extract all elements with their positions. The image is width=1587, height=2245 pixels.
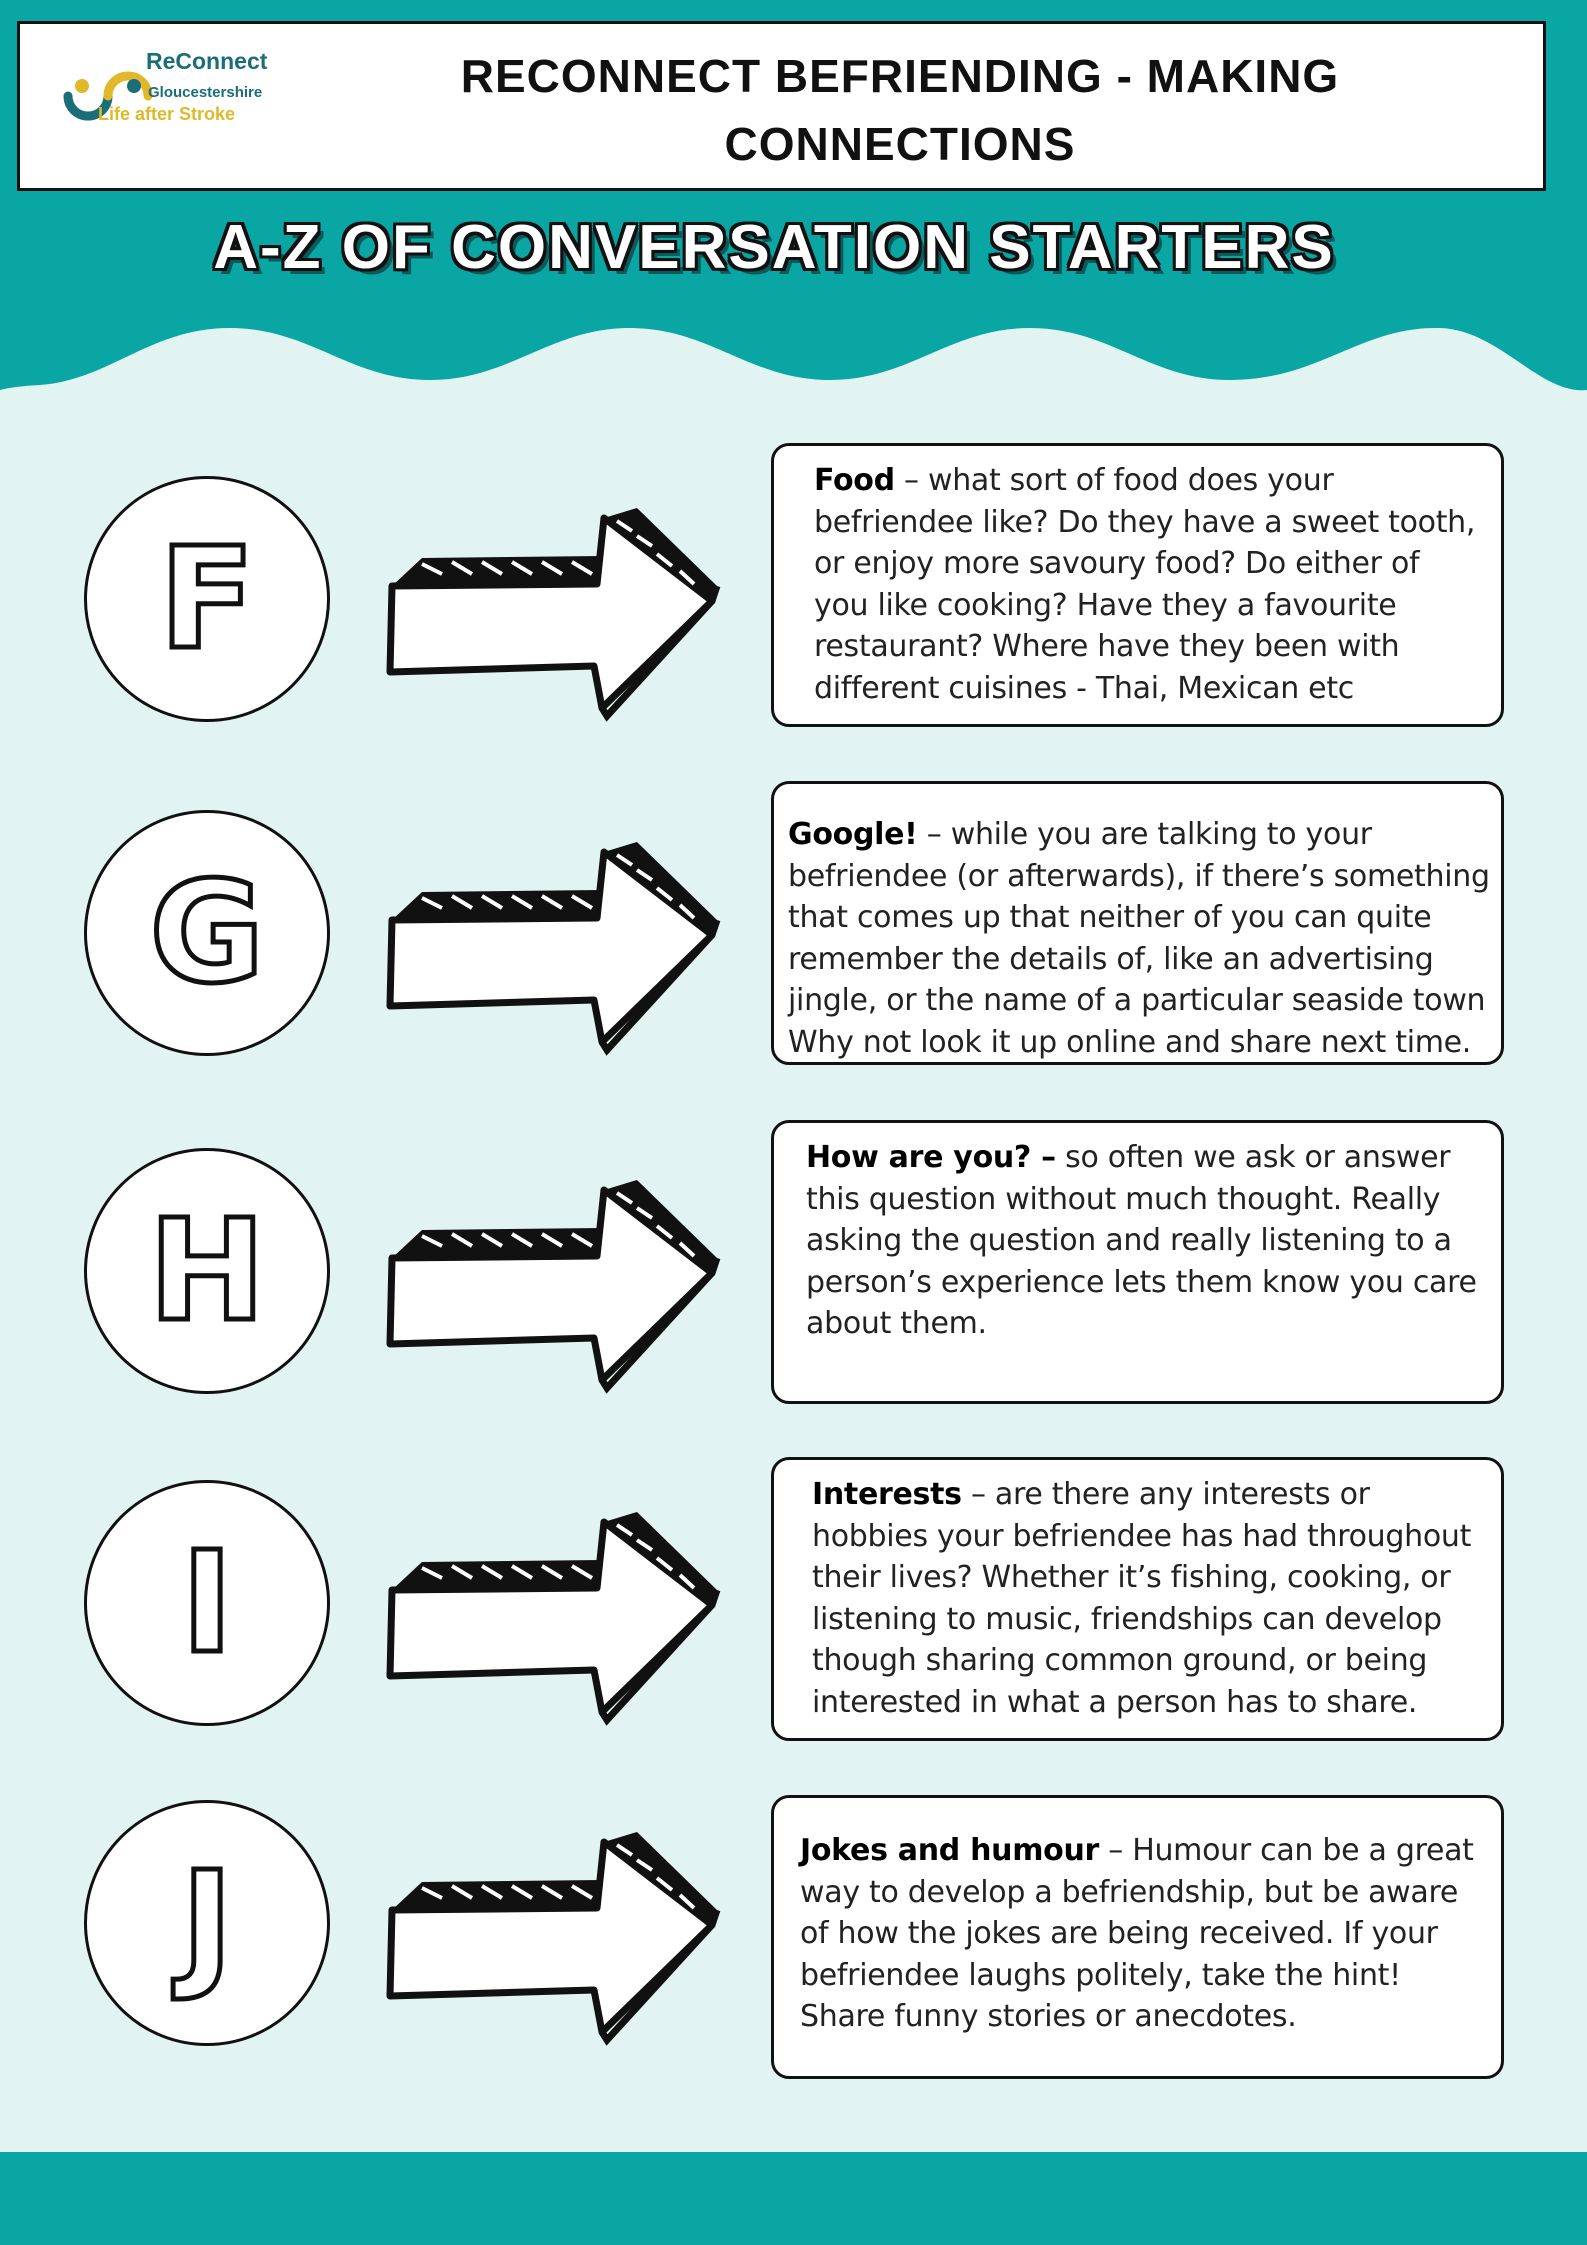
topic-text: – while you are talking to your befriendee (or afterwards), if there’s something that comes up that neither of you can quite remember the details of, like an advertising jingle, or the name of a particular seaside town Why not look it up online and share next time. (788, 817, 1490, 1060)
letter-circle (84, 810, 330, 1056)
conversation-card (771, 781, 1504, 1065)
arrow-icon (382, 476, 722, 722)
arrow-icon (382, 1800, 722, 2046)
logo-region: Gloucestershire (148, 84, 263, 101)
letter-glyph: I (180, 1521, 234, 1685)
arrow-icon (382, 1148, 722, 1394)
footer-band (0, 2152, 1587, 2245)
list-item (0, 1118, 1587, 1408)
logo-tagline: Life after Stroke (98, 104, 236, 124)
topic-title: Interests (812, 1477, 962, 1512)
topic-title: Food (814, 463, 895, 498)
topic-text: – what sort of food does your befriendee like? Do they have a sweet tooth, or enjoy more savoury food? Do either of you like cooking? Have they a favourite restaurant? Where have they been with different cuisines - Thai, Mexican etc (814, 463, 1476, 706)
conversation-card (771, 1457, 1504, 1741)
topic-title: Jokes and humour (800, 1833, 1100, 1868)
letter-circle (84, 1800, 330, 2046)
conversation-card (771, 1795, 1504, 2079)
list-item (0, 1456, 1587, 1746)
topic-title: Google! (788, 817, 918, 852)
topic-text: – Humour can be a great way to develop a befriendship, but be aware of how the jokes are being received. If your befriendee laughs politely, take the hint! Share funny stories or anecdotes. (800, 1833, 1474, 2034)
list-item (0, 1795, 1587, 2085)
topic-title: How are you? – (806, 1140, 1056, 1175)
letter-circle (84, 476, 330, 722)
topic-text: – are there any interests or hobbies your befriendee has had throughout their lives? Whether it’s fishing, cooking, or listening to music, friendships can develop though sharing common ground, or being interested in what a person has to share. (812, 1477, 1472, 1720)
logo-name: ReConnect (146, 48, 268, 74)
letter-circle (84, 1480, 330, 1726)
letter-glyph: G (149, 851, 265, 1015)
arrow-icon (382, 1480, 722, 1726)
letter-glyph: F (159, 517, 255, 681)
letter-glyph: J (180, 1841, 234, 2005)
conversation-card (771, 443, 1504, 727)
conversation-card (771, 1120, 1504, 1404)
letter-glyph: H (148, 1189, 266, 1353)
title-line-2: CONNECTIONS (724, 118, 1076, 170)
list-item (0, 780, 1587, 1070)
document-title (340, 42, 1460, 178)
topic-text: so often we ask or answer this question without much thought. Really asking the question and really listening to a person’s experience lets them know you care about them. (806, 1140, 1477, 1341)
arrow-icon (382, 810, 722, 1056)
letter-circle (84, 1148, 330, 1394)
header-box (17, 21, 1546, 191)
title-line-1: RECONNECT BEFRIENDING - MAKING (460, 50, 1340, 102)
page-subtitle: A-Z OF CONVERSATION STARTERS (213, 213, 1335, 282)
list-item (0, 440, 1587, 730)
